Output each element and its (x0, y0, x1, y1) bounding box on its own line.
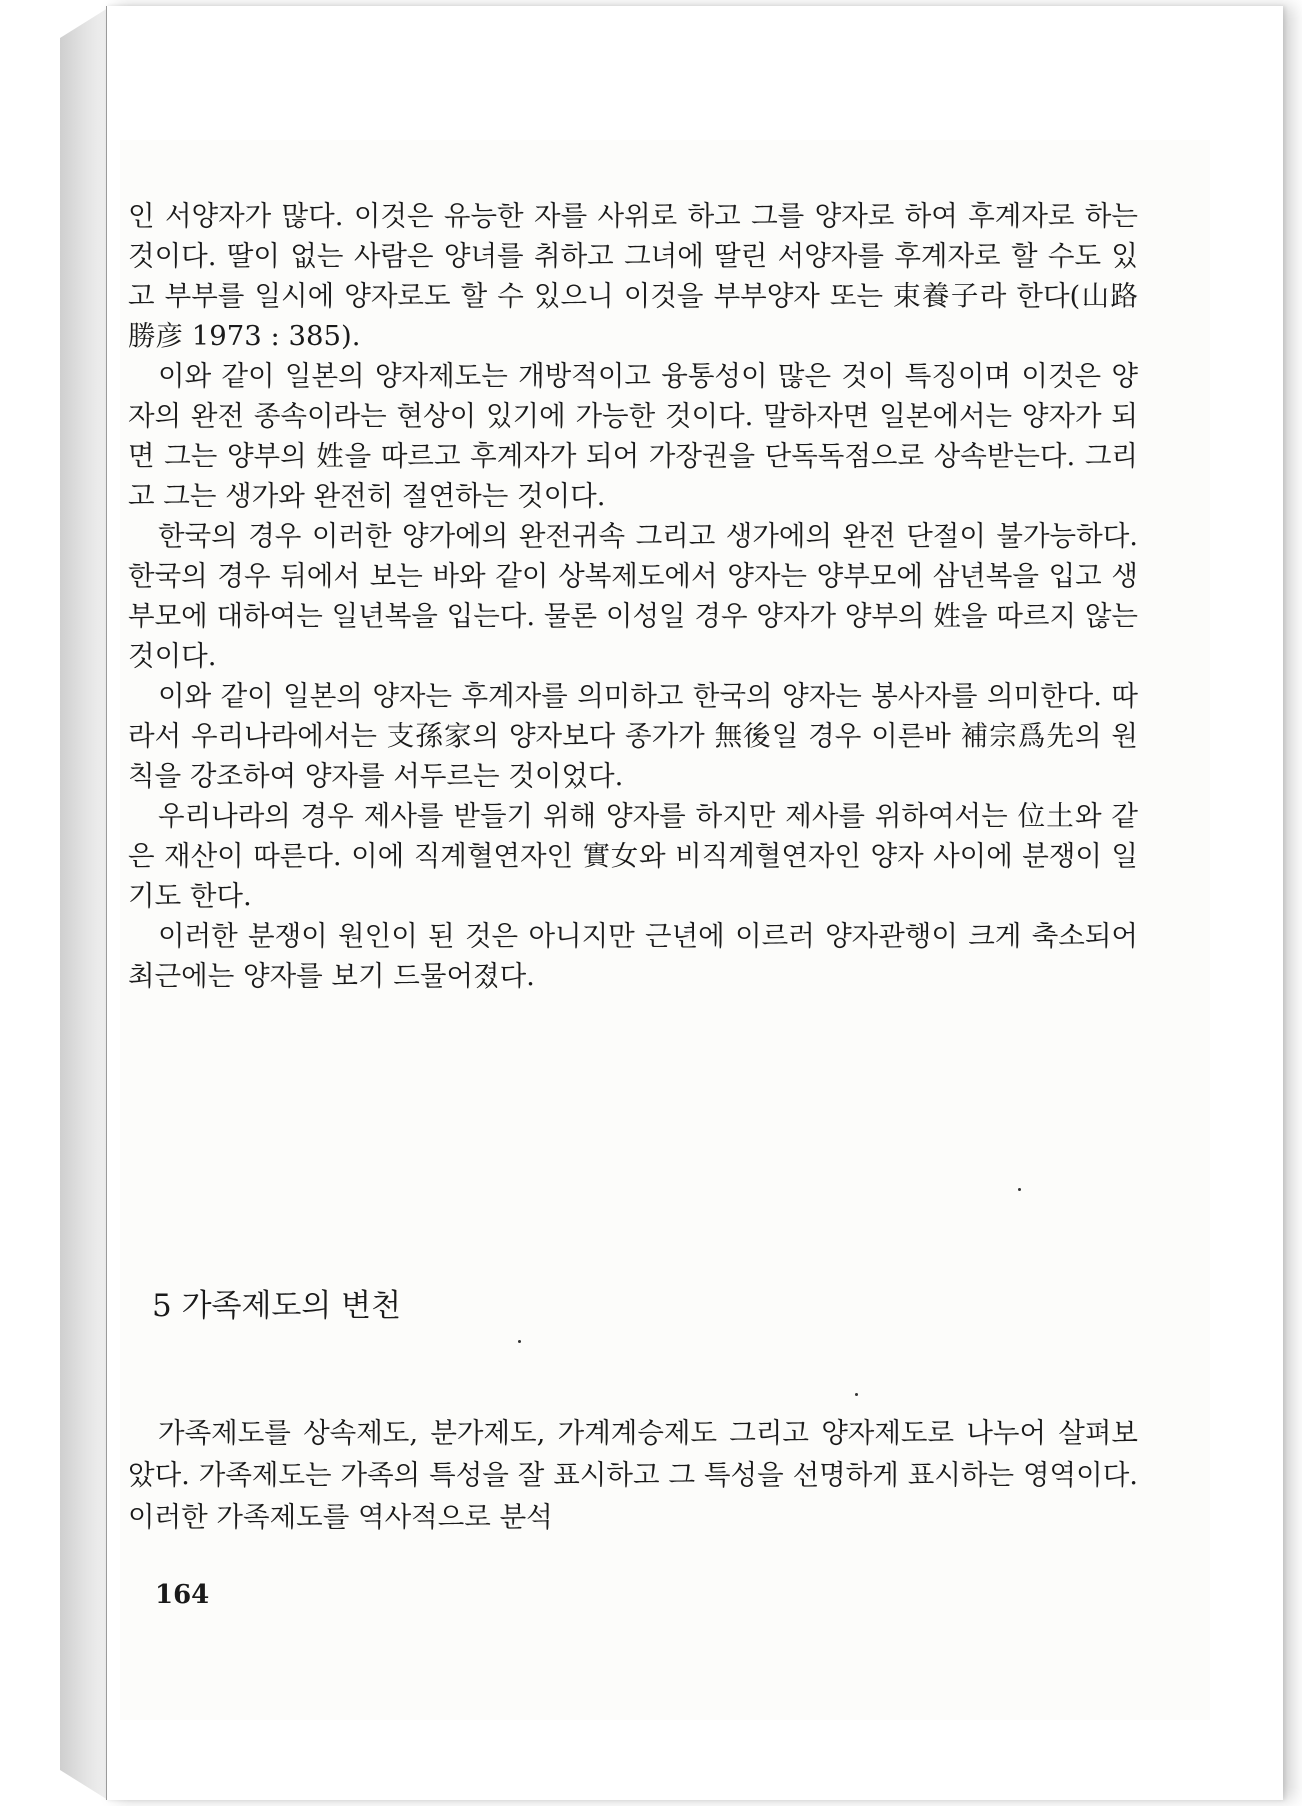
paragraph-2: 이와 같이 일본의 양자제도는 개방적이고 융통성이 많은 것이 특징이며 이것은 양자의 완전 종속이라는 현상이 있기에 가능한 것이다. 말하자면 일본에서는 양자가 되면 그는 양부의 姓을 따르고 후계자가 되어 가장권을 단독독점으로 상속받는다. 그리고 그는 생가와 완전히 절연하는 것이다. (128, 360, 1138, 512)
paragraph-3: 한국의 경우 이러한 양가에의 완전귀속 그리고 생가에의 완전 단절이 불가능하다. 한국의 경우 뒤에서 보는 바와 같이 상복제도에서 양자는 양부모에 삼년복을 입고 생부모에 대하여는 일년복을 입는다. 물론 이성일 경우 양자가 양부의 姓을 따르지 않는 것이다. (128, 520, 1138, 672)
scan-speck (855, 1393, 858, 1396)
paragraph-4: 이와 같이 일본의 양자는 후계자를 의미하고 한국의 양자는 봉사자를 의미한다. 따라서 우리나라에서는 支孫家의 양자보다 종가가 無後일 경우 이른바 補宗爲先의 원칙을 강조하여 양자를 서두르는 것이었다. (128, 680, 1138, 792)
body-text (128, 196, 1138, 996)
paragraph-5: 우리나라의 경우 제사를 받들기 위해 양자를 하지만 제사를 위하여서는 位土와 같은 재산이 따른다. 이에 직계혈연자인 實女와 비직계혈연자인 양자 사이에 분쟁이 일기도 한다. (128, 800, 1138, 912)
section-paragraph-1: 가족제도를 상속제도, 분가제도, 가계계승제도 그리고 양자제도로 나누어 살펴보았다. 가족제도는 가족의 특성을 잘 표시하고 그 특성을 선명하게 표시하는 영역이다. 이러한 가족제도를 역사적으로 분석 (128, 1417, 1138, 1533)
scan-speck (1018, 1188, 1021, 1191)
paragraph-6: 이러한 분쟁이 원인이 된 것은 아니지만 근년에 이르러 양자관행이 크게 축소되어 최근에는 양자를 보기 드물어졌다. (128, 920, 1138, 992)
scan-speck (518, 1340, 521, 1343)
page-number: 164 (155, 1580, 210, 1610)
paragraph-1: 인 서양자가 많다. 이것은 유능한 자를 사위로 하고 그를 양자로 하여 후계자로 하는 것이다. 딸이 없는 사람은 양녀를 취하고 그녀에 딸린 서양자를 후계자로 할 수도 있고 부부를 일시에 양자로도 할 수 있으니 이것을 부부양자 또는 束養子라 한다(山路勝彦 1973 : 385). (128, 200, 1138, 352)
book-spine (60, 8, 108, 1800)
section-body-text (128, 1412, 1138, 1538)
section-heading: 5 가족제도의 변천 (152, 1288, 402, 1324)
